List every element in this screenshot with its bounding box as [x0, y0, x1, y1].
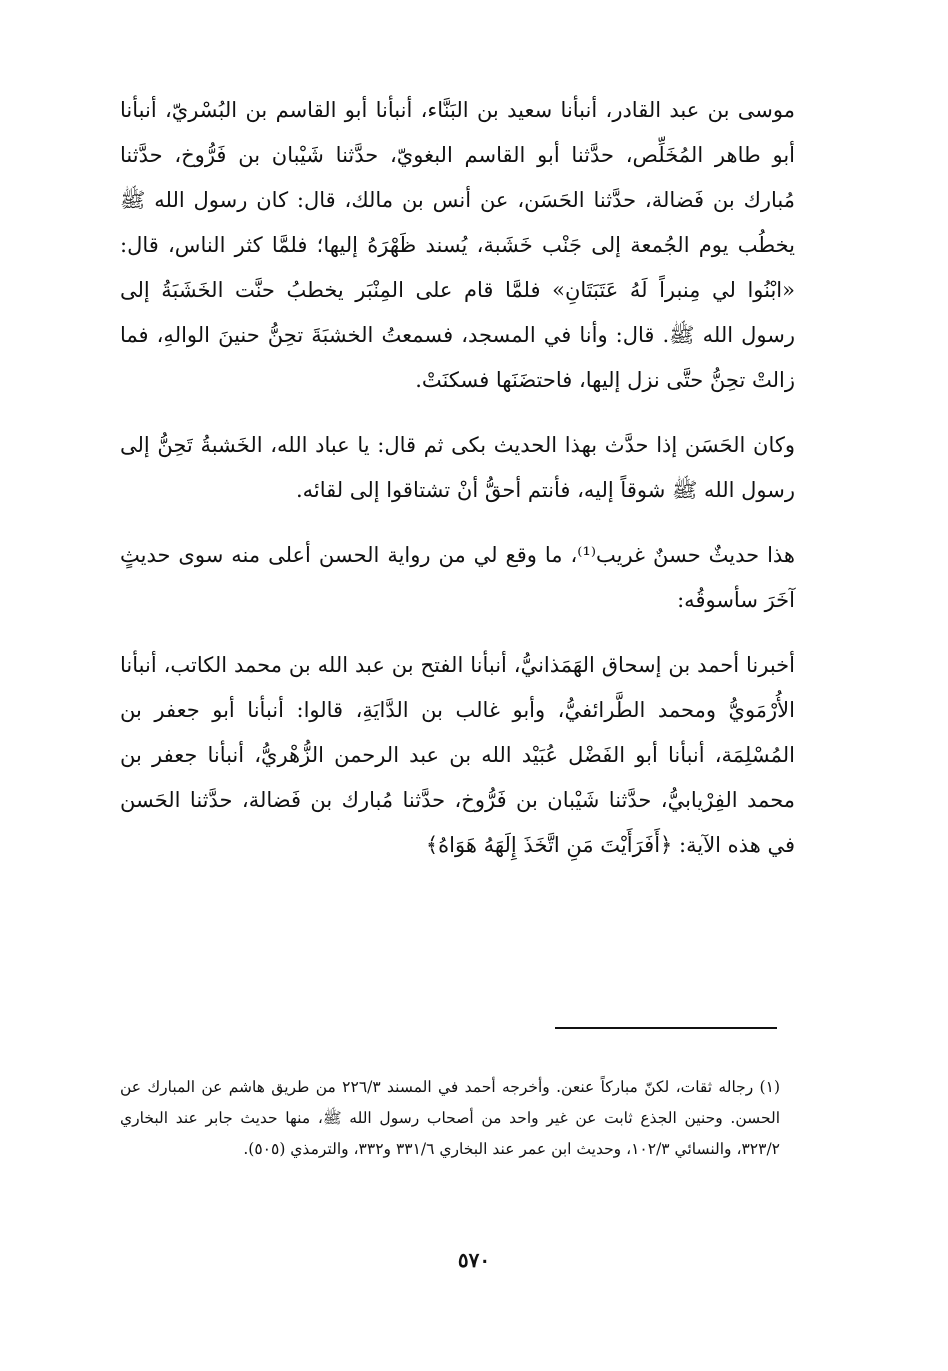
paragraph-4: أخبرنا أحمد بن إسحاق الهَمَذانيُّ، أنبأنا الفتح بن عبد الله بن محمد الكاتب، أنبأنا الأُرْمَويُّ ومحمد الطَّرائفيُّ، وأبو غالب بن الدَّايَةِ، قالوا: أنبأنا أبو جعفر بن المُسْلِمَة، أنبأنا أبو الفَضْل عُبَيْد الله بن عبد الرحمن الزُّهْريُّ، أنبأنا جعفر بن محمد الفِرْيابيُّ، حدَّثنا شَيْبان بن فَرُّوخ، حدَّثنا مُبارك بن فَضالة، حدَّثنا الحَسن في هذه الآية: ﴿أَفَرَأَيْتَ مَنِ اتَّخَذَ إِلَهَهُ هَوَاهُ﴾	[120, 653, 795, 857]
paragraph-2: وكان الحَسَن إذا حدَّث بهذا الحديث بكى ثم قال: يا عباد الله، الخَشبةُ تَحِنُّ إلى رسول الله ﷺ شوقاً إليه، فأنتم أحقُّ أنْ تشتاقوا إلى لقائه.	[120, 433, 795, 502]
paragraph-3: هذا حديثٌ حسنٌ غريب⁽¹⁾، ما وقع لي من رواية الحسن أعلى منه سوى حديثٍ آخَرَ سأسوقُه:	[120, 543, 795, 612]
paragraph-1: موسى بن عبد القادر، أنبأنا سعيد بن البَنَّاء، أنبأنا أبو القاسم بن البُسْريّ، أنبأنا أبو طاهر المُخَلِّص، حدَّثنا أبو القاسم البغويّ، حدَّثنا شَيْبان بن فَرُّوخ، حدَّثنا مُبارك بن فَضالة، حدَّثنا الحَسَن، عن أنس بن مالك، قال: كان رسول الله ﷺ يخطُب يوم الجُمعة إلى جَنْب خَشَبة، يُسند ظَهْرَهُ إليها؛ فلمَّا كثر الناس، قال: «ابْنُوا لي مِنبراً لَهُ عَتَبَتَانِ» فلمَّا قام على المِنْبَر يخطبُ حنَّت الخَشَبَةُ إلى رسول الله ﷺ. قال: وأنا في المسجد، فسمعتُ الخشبَةَ تحِنُّ حنينَ الوالهِ، فما زالتْ تحِنُّ حتَّى نزل إليها، فاحتضَنَها فسكنَتْ.	[120, 98, 795, 392]
paragraph-gap	[120, 403, 795, 423]
footnote-separator	[555, 1027, 777, 1029]
paragraph-gap	[120, 623, 795, 643]
footnote: (١) رجاله ثقات، لكنّ مباركاً عنعن. وأخرجه أحمد في المسند ٢٢٦/٣ من طريق هاشم عن المبارك عن الحسن. وحنين الجذع ثابت عن غير واحد من أصحاب رسول الله ﷺ، منها حديث جابر عند البخاري ٣٢٣/٢، والنسائي ١٠٢/٣، وحديث ابن عمر عند البخاري ٣٣١/٦ و٣٣٢، والترمذي (٥٠٥).	[120, 1078, 780, 1158]
paragraph-gap	[120, 513, 795, 533]
main-text	[120, 88, 795, 868]
page-number: ٥٧٠	[457, 1248, 491, 1272]
